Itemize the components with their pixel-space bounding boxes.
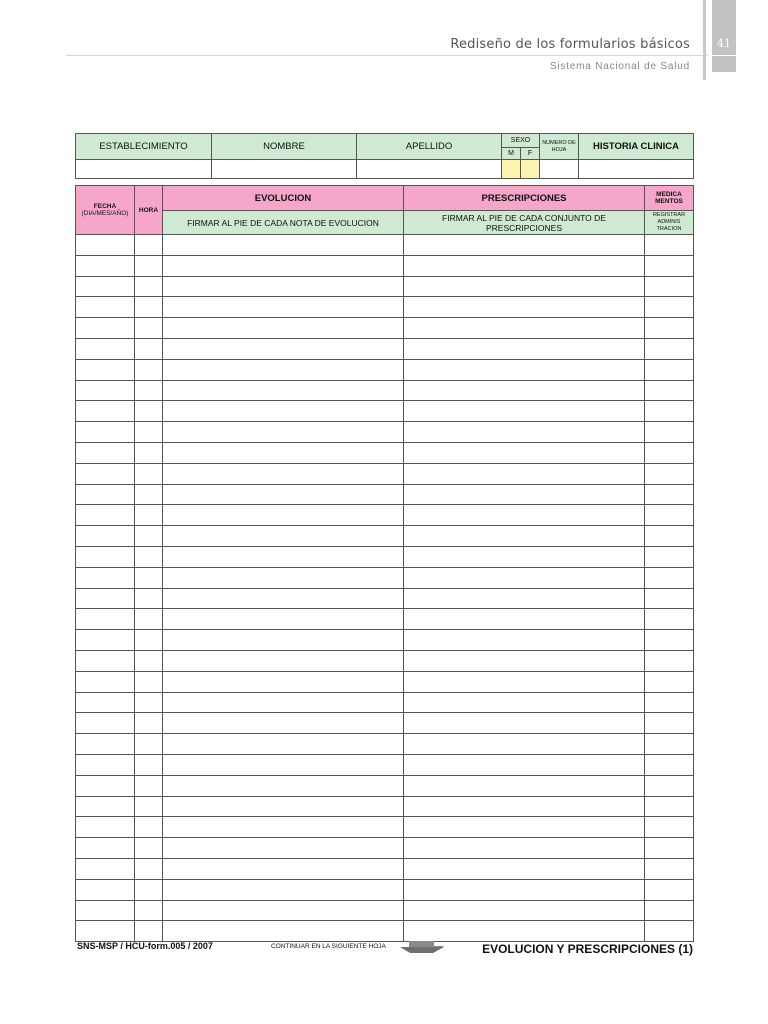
entry-rows bbox=[76, 235, 694, 942]
hora-cell[interactable] bbox=[135, 359, 163, 380]
medicamento-cell[interactable] bbox=[645, 630, 694, 651]
registrar-label-1: REGISTRAR bbox=[652, 212, 686, 218]
fecha-cell[interactable] bbox=[76, 713, 135, 734]
hora-cell[interactable] bbox=[135, 546, 163, 567]
prescripciones-note: FIRMAR AL PIE DE CADA CONJUNTO DE PRESCRIPCIONES bbox=[404, 211, 645, 235]
medicamento-cell[interactable] bbox=[645, 609, 694, 630]
prescripcion-cell[interactable] bbox=[404, 879, 645, 900]
hora-cell[interactable] bbox=[135, 713, 163, 734]
hora-cell[interactable] bbox=[135, 526, 163, 547]
fecha-cell[interactable] bbox=[76, 879, 135, 900]
medicamento-cell[interactable] bbox=[645, 526, 694, 547]
fecha-cell[interactable] bbox=[76, 775, 135, 796]
medicamento-cell[interactable] bbox=[645, 380, 694, 401]
medicamento-cell[interactable] bbox=[645, 921, 694, 942]
medicamento-cell[interactable] bbox=[645, 463, 694, 484]
evolucion-note: FIRMAR AL PIE DE CADA NOTA DE EVOLUCION bbox=[163, 211, 404, 235]
evolucion-cell[interactable] bbox=[163, 255, 404, 276]
prescripcion-cell[interactable] bbox=[404, 609, 645, 630]
table-row bbox=[76, 817, 694, 838]
table-row bbox=[76, 734, 694, 755]
hora-cell[interactable] bbox=[135, 817, 163, 838]
evolucion-cell[interactable] bbox=[163, 650, 404, 671]
evolucion-cell[interactable] bbox=[163, 546, 404, 567]
page-header-subtitle: Sistema Nacional de Salud bbox=[549, 61, 690, 72]
fecha-format-label: (DIA/MES/AÑO) bbox=[81, 210, 129, 217]
prescripcion-cell[interactable] bbox=[404, 318, 645, 339]
sexo-f-header: F bbox=[521, 148, 540, 160]
fecha-cell[interactable] bbox=[76, 338, 135, 359]
evolucion-cell[interactable] bbox=[163, 838, 404, 859]
fecha-cell[interactable] bbox=[76, 692, 135, 713]
apellido-header: APELLIDO bbox=[357, 134, 502, 160]
table-row bbox=[76, 858, 694, 879]
prescripcion-cell[interactable] bbox=[404, 484, 645, 505]
hora-cell[interactable] bbox=[135, 235, 163, 256]
fecha-cell[interactable] bbox=[76, 609, 135, 630]
page-number-tab bbox=[712, 0, 736, 72]
evolucion-cell[interactable] bbox=[163, 380, 404, 401]
numero-hoja-field[interactable] bbox=[540, 160, 579, 179]
fecha-cell[interactable] bbox=[76, 255, 135, 276]
evolucion-cell[interactable] bbox=[163, 734, 404, 755]
evolucion-cell[interactable] bbox=[163, 359, 404, 380]
evolucion-cell[interactable] bbox=[163, 879, 404, 900]
prescripcion-cell[interactable] bbox=[404, 359, 645, 380]
medicamento-cell[interactable] bbox=[645, 796, 694, 817]
hora-cell[interactable] bbox=[135, 463, 163, 484]
fecha-cell[interactable] bbox=[76, 588, 135, 609]
registrar-administracion-note bbox=[645, 211, 694, 235]
table-row bbox=[76, 879, 694, 900]
evolucion-cell[interactable] bbox=[163, 235, 404, 256]
sexo-m-header: M bbox=[502, 148, 521, 160]
prescripcion-cell[interactable] bbox=[404, 297, 645, 318]
medicamento-cell[interactable] bbox=[645, 900, 694, 921]
sexo-f-field[interactable] bbox=[521, 160, 540, 179]
medicamento-cell[interactable] bbox=[645, 442, 694, 463]
fecha-cell[interactable] bbox=[76, 754, 135, 775]
evolucion-cell[interactable] bbox=[163, 588, 404, 609]
page-number-divider bbox=[712, 55, 736, 56]
fecha-cell[interactable] bbox=[76, 671, 135, 692]
medicamento-cell[interactable] bbox=[645, 484, 694, 505]
medicamentos-label-1: MEDICA bbox=[656, 191, 682, 198]
hora-cell[interactable] bbox=[135, 380, 163, 401]
fecha-cell[interactable] bbox=[76, 276, 135, 297]
prescripcion-cell[interactable] bbox=[404, 650, 645, 671]
table-row bbox=[76, 235, 694, 256]
medicamento-cell[interactable] bbox=[645, 713, 694, 734]
prescripcion-cell[interactable] bbox=[404, 526, 645, 547]
evolucion-cell[interactable] bbox=[163, 796, 404, 817]
hora-cell[interactable] bbox=[135, 401, 163, 422]
medicamento-cell[interactable] bbox=[645, 359, 694, 380]
evolucion-cell[interactable] bbox=[163, 526, 404, 547]
medicamento-cell[interactable] bbox=[645, 567, 694, 588]
evolucion-cell[interactable] bbox=[163, 858, 404, 879]
historia-clinica-field[interactable] bbox=[579, 160, 694, 179]
medicamento-cell[interactable] bbox=[645, 734, 694, 755]
prescripcion-cell[interactable] bbox=[404, 858, 645, 879]
table-row bbox=[76, 754, 694, 775]
fecha-header bbox=[76, 186, 135, 235]
hora-cell[interactable] bbox=[135, 276, 163, 297]
prescripcion-cell[interactable] bbox=[404, 338, 645, 359]
evolucion-cell[interactable] bbox=[163, 338, 404, 359]
medicamento-cell[interactable] bbox=[645, 422, 694, 443]
prescripcion-cell[interactable] bbox=[404, 505, 645, 526]
evolucion-cell[interactable] bbox=[163, 442, 404, 463]
fecha-cell[interactable] bbox=[76, 401, 135, 422]
fecha-cell[interactable] bbox=[76, 380, 135, 401]
table-row bbox=[76, 297, 694, 318]
evolucion-cell[interactable] bbox=[163, 318, 404, 339]
prescripcion-cell[interactable] bbox=[404, 255, 645, 276]
hora-cell[interactable] bbox=[135, 588, 163, 609]
hora-cell[interactable] bbox=[135, 297, 163, 318]
table-row bbox=[76, 318, 694, 339]
medicamento-cell[interactable] bbox=[645, 235, 694, 256]
table-row bbox=[76, 359, 694, 380]
fecha-cell[interactable] bbox=[76, 422, 135, 443]
evolucion-cell[interactable] bbox=[163, 630, 404, 651]
hora-cell[interactable] bbox=[135, 838, 163, 859]
evolucion-cell[interactable] bbox=[163, 422, 404, 443]
fecha-cell[interactable] bbox=[76, 235, 135, 256]
medicamento-cell[interactable] bbox=[645, 775, 694, 796]
prescripcion-cell[interactable] bbox=[404, 754, 645, 775]
hora-cell[interactable] bbox=[135, 318, 163, 339]
prescripcion-cell[interactable] bbox=[404, 671, 645, 692]
sexo-m-field[interactable] bbox=[502, 160, 521, 179]
hora-cell[interactable] bbox=[135, 422, 163, 443]
medicamento-cell[interactable] bbox=[645, 692, 694, 713]
hora-cell[interactable] bbox=[135, 879, 163, 900]
prescripcion-cell[interactable] bbox=[404, 734, 645, 755]
page-header-title: Rediseño de los formularios básicos bbox=[450, 37, 690, 52]
medicamento-cell[interactable] bbox=[645, 879, 694, 900]
medicamento-cell[interactable] bbox=[645, 671, 694, 692]
medicamento-cell[interactable] bbox=[645, 401, 694, 422]
hora-cell[interactable] bbox=[135, 775, 163, 796]
continue-note: CONTINUAR EN LA SIGUIENTE HOJA bbox=[271, 943, 386, 950]
table-row bbox=[76, 484, 694, 505]
medicamento-cell[interactable] bbox=[645, 505, 694, 526]
fecha-cell[interactable] bbox=[76, 442, 135, 463]
prescripcion-cell[interactable] bbox=[404, 235, 645, 256]
table-row bbox=[76, 567, 694, 588]
prescripcion-cell[interactable] bbox=[404, 546, 645, 567]
page-edge-bar bbox=[703, 0, 706, 80]
prescripcion-cell[interactable] bbox=[404, 817, 645, 838]
hora-cell[interactable] bbox=[135, 692, 163, 713]
hora-cell[interactable] bbox=[135, 921, 163, 942]
prescripcion-cell[interactable] bbox=[404, 775, 645, 796]
evolucion-cell[interactable] bbox=[163, 921, 404, 942]
evolucion-cell[interactable] bbox=[163, 609, 404, 630]
medicamentos-label-2: MENTOS bbox=[655, 198, 683, 205]
prescripcion-cell[interactable] bbox=[404, 838, 645, 859]
hora-cell[interactable] bbox=[135, 796, 163, 817]
prescripcion-cell[interactable] bbox=[404, 380, 645, 401]
hora-cell[interactable] bbox=[135, 255, 163, 276]
table-row bbox=[76, 713, 694, 734]
table-row bbox=[76, 796, 694, 817]
historia-clinica-header: HISTORIA CLINICA bbox=[579, 134, 694, 160]
hora-cell[interactable] bbox=[135, 567, 163, 588]
table-row bbox=[76, 692, 694, 713]
evolucion-cell[interactable] bbox=[163, 276, 404, 297]
table-row bbox=[76, 422, 694, 443]
prescripcion-cell[interactable] bbox=[404, 692, 645, 713]
prescripciones-header: PRESCRIPCIONES bbox=[404, 186, 645, 211]
nombre-field[interactable] bbox=[212, 160, 357, 179]
hora-cell[interactable] bbox=[135, 734, 163, 755]
medicamento-cell[interactable] bbox=[645, 817, 694, 838]
medicamento-cell[interactable] bbox=[645, 838, 694, 859]
fecha-cell[interactable] bbox=[76, 463, 135, 484]
hora-cell[interactable] bbox=[135, 671, 163, 692]
sexo-header: SEXO bbox=[502, 134, 540, 148]
table-row bbox=[76, 671, 694, 692]
hora-cell[interactable] bbox=[135, 630, 163, 651]
evolucion-header: EVOLUCION bbox=[163, 186, 404, 211]
table-row bbox=[76, 588, 694, 609]
fecha-cell[interactable] bbox=[76, 858, 135, 879]
prescripcion-cell[interactable] bbox=[404, 567, 645, 588]
page-number: 41 bbox=[717, 37, 731, 50]
fecha-cell[interactable] bbox=[76, 359, 135, 380]
evolution-prescription-table bbox=[75, 185, 694, 942]
fecha-cell[interactable] bbox=[76, 505, 135, 526]
evolucion-cell[interactable] bbox=[163, 463, 404, 484]
medicamento-cell[interactable] bbox=[645, 588, 694, 609]
fecha-cell[interactable] bbox=[76, 318, 135, 339]
hora-cell[interactable] bbox=[135, 338, 163, 359]
prescripcion-cell[interactable] bbox=[404, 463, 645, 484]
fecha-cell[interactable] bbox=[76, 297, 135, 318]
fecha-cell[interactable] bbox=[76, 817, 135, 838]
table-row bbox=[76, 255, 694, 276]
medicamento-cell[interactable] bbox=[645, 276, 694, 297]
evolucion-cell[interactable] bbox=[163, 900, 404, 921]
fecha-cell[interactable] bbox=[76, 900, 135, 921]
prescripcion-cell[interactable] bbox=[404, 900, 645, 921]
medicamentos-header bbox=[645, 186, 694, 211]
medicamento-cell[interactable] bbox=[645, 858, 694, 879]
evolucion-cell[interactable] bbox=[163, 567, 404, 588]
establecimiento-field[interactable] bbox=[76, 160, 212, 179]
hora-cell[interactable] bbox=[135, 754, 163, 775]
medicamento-cell[interactable] bbox=[645, 318, 694, 339]
medicamento-cell[interactable] bbox=[645, 754, 694, 775]
evolucion-cell[interactable] bbox=[163, 505, 404, 526]
evolucion-cell[interactable] bbox=[163, 754, 404, 775]
medicamento-cell[interactable] bbox=[645, 546, 694, 567]
table-row bbox=[76, 650, 694, 671]
evolucion-cell[interactable] bbox=[163, 817, 404, 838]
hora-cell[interactable] bbox=[135, 650, 163, 671]
fecha-cell[interactable] bbox=[76, 526, 135, 547]
table-row bbox=[76, 900, 694, 921]
prescripcion-cell[interactable] bbox=[404, 921, 645, 942]
evolucion-cell[interactable] bbox=[163, 297, 404, 318]
registrar-label-3: TRACION bbox=[656, 226, 682, 232]
table-row bbox=[76, 505, 694, 526]
hora-cell[interactable] bbox=[135, 858, 163, 879]
hora-cell[interactable] bbox=[135, 900, 163, 921]
hora-cell[interactable] bbox=[135, 505, 163, 526]
table-row bbox=[76, 380, 694, 401]
fecha-cell[interactable] bbox=[76, 546, 135, 567]
table-row bbox=[76, 463, 694, 484]
medicamento-cell[interactable] bbox=[645, 650, 694, 671]
hora-header: HORA bbox=[135, 186, 163, 235]
evolucion-cell[interactable] bbox=[163, 692, 404, 713]
hora-cell[interactable] bbox=[135, 484, 163, 505]
evolucion-cell[interactable] bbox=[163, 713, 404, 734]
fecha-cell[interactable] bbox=[76, 734, 135, 755]
table-row bbox=[76, 921, 694, 942]
fecha-cell[interactable] bbox=[76, 650, 135, 671]
registrar-label-2: ADMINIS bbox=[657, 219, 681, 225]
prescripcion-cell[interactable] bbox=[404, 630, 645, 651]
prescripcion-cell[interactable] bbox=[404, 796, 645, 817]
evolucion-cell[interactable] bbox=[163, 484, 404, 505]
hora-cell[interactable] bbox=[135, 609, 163, 630]
evolucion-cell[interactable] bbox=[163, 775, 404, 796]
fecha-cell[interactable] bbox=[76, 567, 135, 588]
form-title: EVOLUCION Y PRESCRIPCIONES (1) bbox=[482, 942, 693, 956]
table-row bbox=[76, 609, 694, 630]
prescripcion-cell[interactable] bbox=[404, 422, 645, 443]
evolucion-cell[interactable] bbox=[163, 401, 404, 422]
prescripcion-cell[interactable] bbox=[404, 588, 645, 609]
fecha-cell[interactable] bbox=[76, 630, 135, 651]
table-row bbox=[76, 775, 694, 796]
patient-id-table bbox=[75, 133, 694, 179]
header-divider bbox=[66, 55, 708, 56]
table-row bbox=[76, 442, 694, 463]
table-row bbox=[76, 338, 694, 359]
medicamento-cell[interactable] bbox=[645, 255, 694, 276]
table-row bbox=[76, 546, 694, 567]
hora-cell[interactable] bbox=[135, 442, 163, 463]
fecha-cell[interactable] bbox=[76, 796, 135, 817]
prescripcion-cell[interactable] bbox=[404, 442, 645, 463]
prescripcion-cell[interactable] bbox=[404, 401, 645, 422]
table-row bbox=[76, 630, 694, 651]
numero-hoja-header: NUMERO DE HOJA bbox=[540, 134, 579, 160]
evolucion-cell[interactable] bbox=[163, 671, 404, 692]
apellido-field[interactable] bbox=[357, 160, 502, 179]
nombre-header: NOMBRE bbox=[212, 134, 357, 160]
fecha-label: FECHA bbox=[93, 203, 117, 210]
table-row bbox=[76, 276, 694, 297]
table-row bbox=[76, 401, 694, 422]
medicamento-cell[interactable] bbox=[645, 338, 694, 359]
fecha-cell[interactable] bbox=[76, 921, 135, 942]
form-code: SNS-MSP / HCU-form.005 / 2007 bbox=[77, 941, 213, 951]
table-row bbox=[76, 526, 694, 547]
fecha-cell[interactable] bbox=[76, 838, 135, 859]
medicamento-cell[interactable] bbox=[645, 297, 694, 318]
prescripcion-cell[interactable] bbox=[404, 713, 645, 734]
table-row bbox=[76, 838, 694, 859]
establecimiento-header: ESTABLECIMIENTO bbox=[76, 134, 212, 160]
fecha-cell[interactable] bbox=[76, 484, 135, 505]
prescripcion-cell[interactable] bbox=[404, 276, 645, 297]
